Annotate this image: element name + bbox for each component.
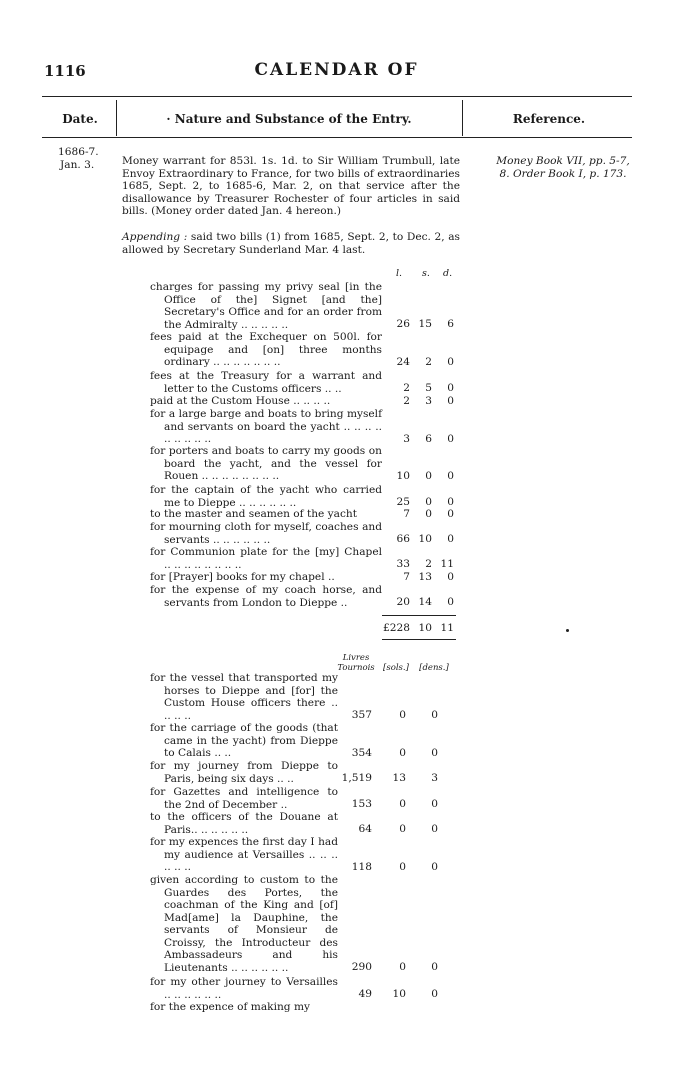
livres-item [150,1001,338,1014]
appending-label: Appending : [122,231,188,243]
entry-appending [122,231,460,256]
sterling-item [150,445,382,483]
sterling-value-l: 25 [396,496,410,508]
sterling-item-text: charges for passing my privy seal [in the Office of the] Signet [and the] Secretary's Office and for an order from the Admiralty .. .. .. .. .. [150,281,382,331]
sterling-value-d: 0 [447,496,454,508]
livres-value-l: 354 [351,747,372,759]
sterling-value-s: 3 [425,395,432,407]
sterling-item-text: for mourning cloth for myself, coaches and servants .. .. .. .. .. .. [150,521,382,546]
appending-text: said two bills (1) from 1685, Sept. 2, to Dec. 2, as allowed by Secretary Sunderland Mar. 4 last. [122,231,460,256]
sterling-value-s: 6 [425,433,432,445]
sterling-item-text: for the expense of my coach horse, and servants from London to Dieppe .. [150,584,382,609]
sterling-value-l: 2 [403,382,410,394]
sterling-value-s: 10 [418,533,432,545]
sterling-item [150,571,382,584]
sterling-value-d: 0 [447,571,454,583]
col-divider-left [116,100,117,136]
sterling-value-s: 13 [418,571,432,583]
livres-item-text: for my journey from Dieppe to Paris, being six days .. .. [150,760,338,785]
livres-value-d: 0 [431,747,438,759]
livres-item [150,786,338,811]
stray-mark [566,629,569,632]
livres-value-l: 118 [351,861,372,873]
sterling-value-d: 0 [447,395,454,407]
sterling-value-d: 0 [447,508,454,520]
column-header-nature: · Nature and Substance of the Entry. [166,112,412,126]
livres-value-s: 0 [399,961,406,973]
entry-text: Money warrant for 853l. 1s. 1d. to Sir William Trumbull, late Envoy Extraordinary to France, for two bills of extraordinaries 1685, Sept. 2, to 1685-6, Mar. 2, on that service after the disallowance by Treasurer Rochester of four articles in said bills. (Money order dated Jan. 4 hereon.) [122,155,460,217]
livres-value-d: 0 [431,961,438,973]
sterling-item [150,521,382,546]
sterling-item-text: for the captain of the yacht who carried me to Dieppe .. .. .. .. .. .. [150,484,382,509]
sterling-item [150,408,382,446]
sterling-value-d: 0 [447,433,454,445]
livres-item-text: for the vessel that transported my horses to Dieppe and [for] the Custom House officers there .. .. .. .. [150,672,338,722]
sterling-item-text: paid at the Custom House .. .. .. .. [150,395,331,407]
livres-item-text: for my expences the first day I had my audience at Versailles .. .. .. .. .. .. [150,836,338,873]
sterling-item [150,395,382,408]
sterling-value-l: 7 [403,571,410,583]
livres-value-d: 0 [431,861,438,873]
total-rule-bottom [382,639,456,640]
total-rule-top [382,615,456,616]
reference [468,155,658,180]
sterling-value-d: 11 [440,558,454,570]
livres-header-dens: [dens.] [419,663,449,673]
livres-item-text: given according to custom to the Guardes des Portes, the coachman of the King and [of] Mad[ame] la Dauphine, the servants of Monsieur de Croissy, the Introducteur des Ambassadeurs and his Lieutenants .. .. .. .. .. .. [150,874,338,974]
livres-value-l: 290 [351,961,372,973]
livres-value-d: 0 [431,823,438,835]
livres-value-l: 153 [351,798,372,810]
sterling-total-l: £228 [383,622,410,634]
sterling-item-text: for porters and boats to carry my goods on board the yacht, and the vessel for Rouen .. .. .. .. .. .. .. .. [150,445,382,482]
livres-value-l: 357 [351,709,372,721]
sterling-value-s: 5 [425,382,432,394]
livres-value-s: 13 [392,772,406,784]
livres-value-l: 49 [358,988,372,1000]
entry-day: Jan. 3. [60,158,95,171]
reference-line-2: 8. Order Book I, p. 173. [499,167,627,180]
livres-value-d: 0 [431,988,438,1000]
livres-header [334,653,378,673]
sterling-value-l: 3 [403,433,410,445]
sterling-value-d: 0 [447,382,454,394]
sterling-item-text: for a large barge and boats to bring myself and servants on board the yacht .. .. .. .. .. .. .. .. .. [150,408,382,445]
column-header-reference: Reference. [512,112,586,126]
livres-value-s: 10 [392,988,406,1000]
sterling-total-d: 11 [440,622,454,634]
livres-value-s: 0 [399,798,406,810]
livres-value-l: 1,519 [341,772,372,784]
sterling-value-l: 7 [403,508,410,520]
livres-header-sols: [sols.] [383,663,409,673]
running-title: CALENDAR OF [254,60,419,80]
livres-value-s: 0 [399,861,406,873]
sterling-item-text: fees at the Treasury for a warrant and letter to the Customs officers .. .. [150,370,382,395]
sterling-item [150,281,382,331]
sterling-value-s: 14 [418,596,432,608]
livres-item [150,874,338,974]
livres-item [150,672,338,722]
reference-line-1: Money Book VII, pp. 5-7, [496,155,630,167]
sterling-item [150,331,382,369]
livres-value-l: 64 [358,823,372,835]
sterling-value-s: 2 [425,356,432,368]
sterling-value-l: 2 [403,395,410,407]
livres-item-text: for Gazettes and intelligence to the 2nd of December .. [150,786,338,811]
page-number: 1116 [44,62,86,80]
livres-item-text: to the officers of the Douane at Paris.. .. .. .. .. .. [150,811,338,836]
sterling-value-s: 0 [425,496,432,508]
header-rule [42,137,632,138]
livres-item [150,976,338,1001]
sterling-header-l: l. [396,268,403,279]
sterling-value-d: 0 [447,533,454,545]
sterling-value-l: 20 [396,596,410,608]
livres-item [150,836,338,874]
livres-item-text: for the expence of making my [150,1001,310,1013]
sterling-value-s: 2 [425,558,432,570]
livres-value-s: 0 [399,747,406,759]
sterling-item [150,584,382,609]
sterling-header-s: s. [422,268,430,279]
sterling-header-d: d. [443,268,453,279]
sterling-value-d: 0 [447,470,454,482]
sterling-total-s: 10 [418,622,432,634]
sterling-item-text: for Communion plate for the [my] Chapel .. .. .. .. .. .. .. .. [150,546,382,571]
sterling-value-l: 10 [396,470,410,482]
sterling-item-text: for [Prayer] books for my chapel .. [150,571,335,583]
sterling-value-l: 66 [396,533,410,545]
sterling-value-l: 33 [396,558,410,570]
sterling-value-s: 15 [418,318,432,330]
livres-item-text: for the carriage of the goods (that came in the yacht) from Dieppe to Calais .. .. [150,722,338,759]
sterling-value-d: 0 [447,596,454,608]
entry-date [58,146,110,171]
livres-item [150,722,338,760]
sterling-item [150,508,382,521]
sterling-item [150,484,382,509]
livres-value-s: 0 [399,823,406,835]
sterling-value-s: 0 [425,470,432,482]
sterling-item-text: to the master and seamen of the yacht [150,508,357,520]
livres-value-d: 0 [431,798,438,810]
column-header-date: Date. [62,112,98,126]
livres-header-line1: Livres [342,653,370,663]
sterling-value-s: 0 [425,508,432,520]
col-divider-right [462,100,463,136]
livres-value-d: 3 [431,772,438,784]
sterling-item [150,546,382,571]
entry-year: 1686-7. [58,146,99,158]
livres-value-s: 0 [399,709,406,721]
livres-item [150,760,338,785]
sterling-value-l: 24 [396,356,410,368]
sterling-item [150,370,382,395]
livres-value-d: 0 [431,709,438,721]
sterling-value-d: 6 [447,318,454,330]
sterling-value-l: 26 [396,318,410,330]
sterling-value-d: 0 [447,356,454,368]
sterling-item-text: fees paid at the Exchequer on 500l. for equipage and [on] three months ordinary .. .. .. .. .. .. .. [150,331,382,368]
top-rule [42,96,632,97]
livres-item-text: for my other journey to Versailles .. .. .. .. .. .. [150,976,338,1001]
livres-header-line2: Tournois [337,663,375,673]
livres-item [150,811,338,836]
